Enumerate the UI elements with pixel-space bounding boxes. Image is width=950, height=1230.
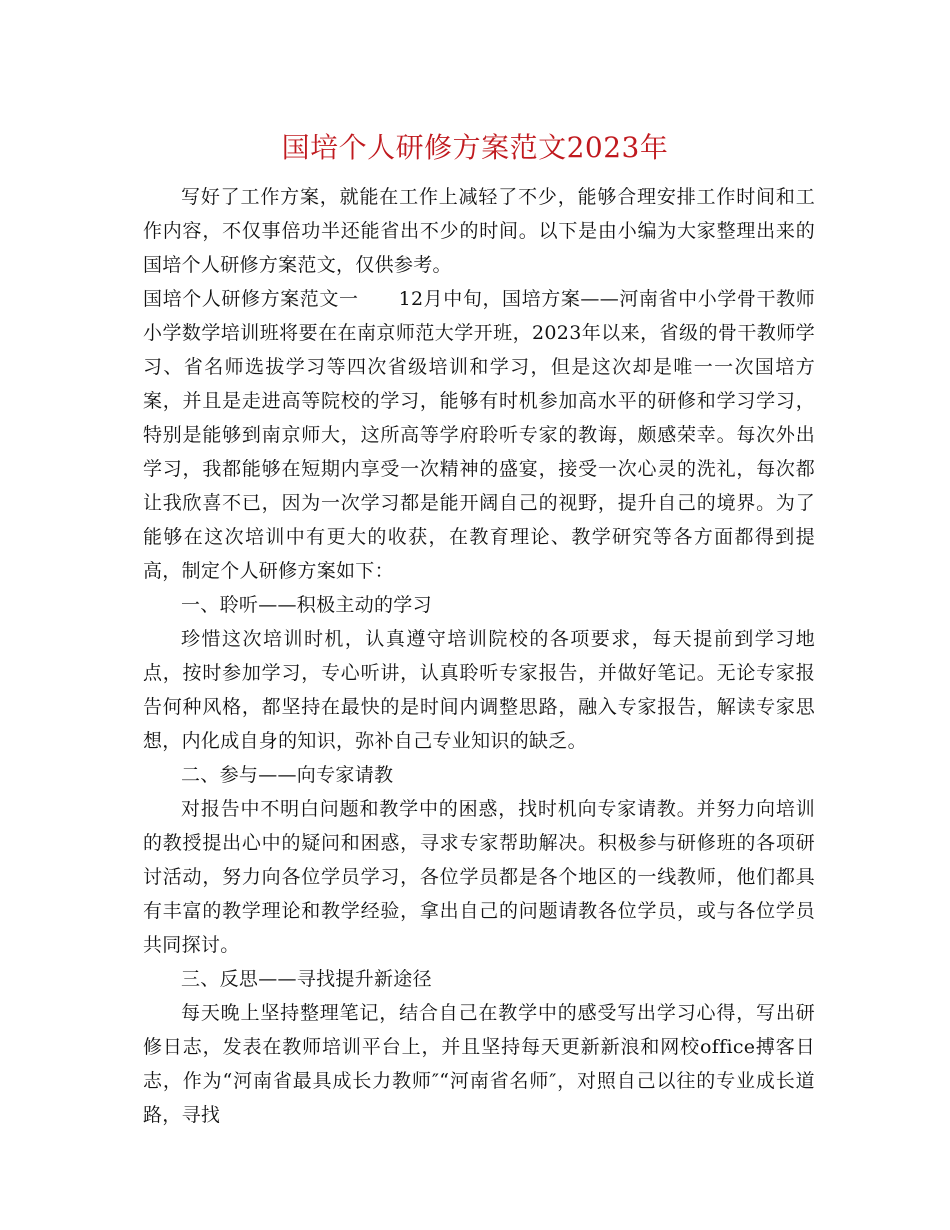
document-body — [143, 180, 815, 1132]
section-heading: 三、反思——寻找提升新途径 — [181, 968, 432, 990]
section-heading: 二、参与——向专家请教 — [181, 764, 394, 786]
sample-text: 12月中旬，国培方案——河南省中小学骨干教师小学数学培训班将要在在南京师范大学开班，2023年以来，省级的骨干教师学习、省名师选拔学习等四次省级培训和学习，但是这次却是唯一一次国培方案，并且是走进高等院校的学习，能够有时机参加高水平的研修和学习学习，特别是能够到南京师大，这所高等学府聆听专家的教诲，颇感荣幸。每次外出学习，我都能够在短期内享受一次精神的盛宴，接受一次心灵的洗礼，每次都让我欣喜不已，因为一次学习都是能开阔自己的视野，提升自己的境界。为了能够在这次培训中有更大的收获，在教育理论、教学研究等各方面都得到提高，制定个人研修方案如下： — [143, 288, 815, 582]
section-heading: 一、聆听——积极主动的学习 — [181, 594, 432, 616]
section-body: 对报告中不明白问题和教学中的困惑，找时机向专家请教。并努力向培训的教授提出心中的疑问和困惑，寻求专家帮助解决。积极参与研修班的各项研讨活动，努力向各位学员学习，各位学员都是各个地区的一线教师，他们都具有丰富的教学理论和教学经验，拿出自己的问题请教各位学员，或与各位学员共同探讨。 — [143, 798, 815, 956]
document-title: 国培个人研修方案范文2023年 — [281, 131, 669, 164]
section-body: 每天晚上坚持整理笔记，结合自己在教学中的感受写出学习心得，写出研修日志，发表在教师培训平台上，并且坚持每天更新新浪和网校office搏客日志，作为“河南省最具成长力教师″“河南省名师″，对照自己以往的专业成长道路，寻找 — [143, 1002, 815, 1126]
sample-label: 国培个人研修方案范文一 — [143, 288, 359, 310]
sample-paragraph — [143, 282, 815, 588]
section-body: 珍惜这次培训时机，认真遵守培训院校的各项要求，每天提前到学习地点，按时参加学习，专心听讲，认真聆听专家报告，并做好笔记。无论专家报告何种风格，都坚持在最快的是时间内调整思路，融入专家报告，解读专家思想，内化成自身的知识，弥补自己专业知识的缺乏。 — [143, 628, 815, 752]
intro-paragraph: 写好了工作方案，就能在工作上减轻了不少，能够合理安排工作时间和工作内容，不仅事倍功半还能省出不少的时间。以下是由小编为大家整理出来的国培个人研修方案范文，仅供参考。 — [143, 186, 815, 276]
